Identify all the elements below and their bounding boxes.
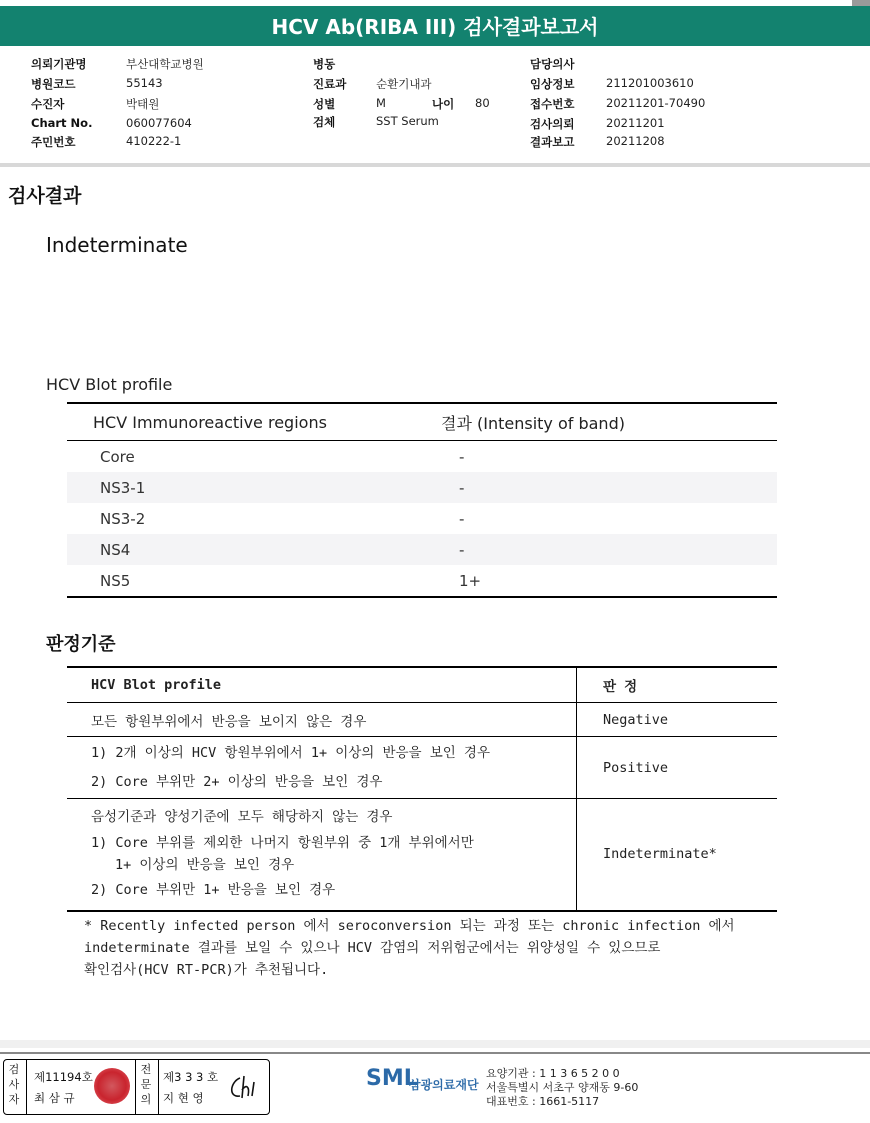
column-header: 판 정 [577,667,778,703]
region-cell: NS5 [67,565,441,597]
table-row [67,503,777,534]
judgement-cell: Negative [577,703,778,737]
header-label: 나이 [432,97,455,111]
header-value: 20211201 [606,116,665,130]
header-label: 성별 [313,97,336,111]
band-cell: - [441,472,777,503]
header-label: Chart No. [31,116,93,130]
inspector-license: 제11194호 [34,1070,93,1084]
header-label: 진료과 [313,77,347,91]
divider [158,1060,159,1114]
specialist-label: 전문의 [140,1063,152,1106]
signature [226,1070,262,1104]
header-value: 20211201-70490 [606,96,706,110]
org-code: 요양기관 : 1 1 3 6 5 2 0 0 [486,1067,620,1080]
header-value: 20211208 [606,134,665,148]
region-cell: Core [100,447,135,466]
section-title: 검사결과 [8,185,82,207]
sml-logo [366,1066,479,1092]
header-label: 병동 [313,57,336,71]
criteria-line: 1) Core 부위를 제외한 나머지 항원부위 중 1개 부위에서만 [91,835,474,852]
region-cell: NS3-2 [100,509,146,528]
divider [26,1060,27,1114]
header-divider [0,163,870,167]
logo-text: SML [366,1066,418,1091]
report-title: HCV Ab(RIBA III) 검사결과보고서 [0,6,870,46]
judgement-cell: Positive [577,737,778,799]
band-cell: 1+ [441,565,777,597]
criteria-line: 2) Core 부위만 2+ 이상의 반응을 보인 경우 [91,773,383,790]
criteria-table [67,666,777,912]
seal-stamp [94,1068,130,1104]
footnote-line: * Recently infected person 에서 seroconversion 되는 과정 또는 chronic infection 에서 [84,918,735,934]
criteria-line: 1) 2개 이상의 HCV 항원부위에서 1+ 이상의 반응을 보인 경우 [91,744,490,761]
table-row [67,534,777,565]
header-value: 211201003610 [606,76,694,90]
criteria-line: 2) Core 부위만 1+ 반응을 보인 경우 [91,882,336,899]
header-value: 060077604 [126,116,192,130]
criteria-line: 음성기준과 양성기준에 모두 해당하지 않는 경우 [91,809,393,826]
footer-band [0,1040,870,1048]
header-value: 410222-1 [126,134,182,148]
table-row [67,667,777,703]
column-header: HCV Blot profile [67,667,577,703]
header-value: 순환기내과 [376,77,432,91]
table-row [67,799,777,911]
footnote-line: indeterminate 결과를 보일 수 있으나 HCV 감염의 저위험군에서는 위양성일 수 있으므로 [84,940,661,956]
region-cell: NS3-1 [67,472,441,503]
band-cell: - [441,534,777,565]
table-row [67,737,777,799]
header-value: 80 [475,96,490,110]
footnote [84,915,794,981]
divider [135,1060,136,1114]
patient-header [0,56,870,154]
signature-box [3,1059,270,1115]
org-phone: 대표번호 : 1661-5117 [486,1095,600,1108]
footer-divider [0,1052,870,1054]
specialist-license: 제3 3 3 호 [163,1070,219,1084]
judgement-cell: Indeterminate* [577,799,778,911]
blot-profile-title: HCV Blot profile [46,375,173,394]
header-value: SST Serum [376,114,439,128]
header-label: 수진자 [31,97,65,111]
header-value: 부산대학교병원 [126,57,204,71]
table-row [67,565,777,597]
inspector-label: 검사자 [8,1063,20,1106]
criteria-text [67,799,577,911]
band-cell: - [459,509,465,528]
band-cell: - [459,447,465,466]
column-header: HCV Immunoreactive regions [67,403,441,441]
header-value: M [376,96,386,110]
header-value: 55143 [126,76,163,90]
header-label: 검체 [313,115,336,129]
criteria-text [67,737,577,799]
header-label: 병원코드 [31,77,76,91]
table-row [67,472,777,503]
header-label: 주민번호 [31,135,76,149]
header-label: 접수번호 [530,97,575,111]
header-label: 임상정보 [530,77,575,91]
table-row [67,703,777,737]
criteria-title: 판정기준 [46,634,116,655]
specialist-name: 지 현 영 [163,1091,204,1105]
org-info [486,1067,638,1109]
header-value: 박태원 [126,97,160,111]
table-row [67,441,777,473]
criteria-line: 1+ 이상의 반응을 보인 경우 [115,857,295,874]
header-label: 의뢰기관명 [31,57,87,71]
column-header: 결과 (Intensity of band) [441,403,777,441]
result-value: Indeterminate [46,233,188,257]
criteria-text: 모든 항원부위에서 반응을 보이지 않은 경우 [67,703,577,737]
org-name: 삼광의료재단 [409,1078,479,1092]
inspector-name: 최 삼 규 [34,1091,75,1105]
header-label: 결과보고 [530,135,575,149]
header-label: 검사의뢰 [530,117,575,131]
header-label: 담당의사 [530,57,575,71]
blot-profile-table [67,402,777,598]
footnote-line: 확인검사(HCV RT-PCR)가 추천됩니다. [84,962,329,978]
region-cell: NS4 [67,534,441,565]
org-address: 서울특별시 서초구 양재동 9-60 [486,1081,639,1094]
